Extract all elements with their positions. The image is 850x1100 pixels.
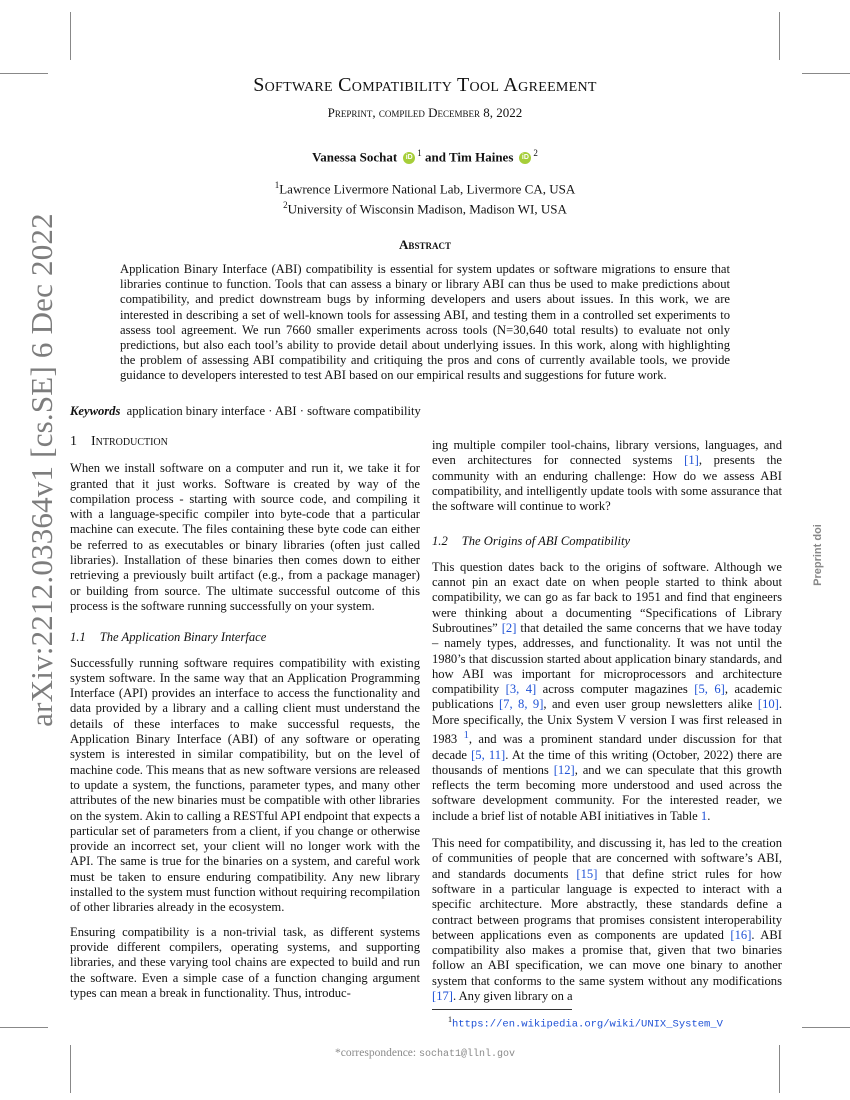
citation-link[interactable]: [2] <box>501 620 517 635</box>
keywords-text: application binary interface · ABI · software compatibility <box>126 404 421 418</box>
affiliation: $^2$University of Wisconsin Madison, Madison WI, USA <box>283 200 567 217</box>
left-column <box>70 434 420 1010</box>
citation-link[interactable]: [12] <box>553 762 575 777</box>
citation-link[interactable]: [10] <box>757 697 779 712</box>
crop-mark <box>802 73 850 74</box>
author-name: Vanessa Sochat <box>312 149 398 165</box>
orcid-icon[interactable]: iD <box>403 152 415 164</box>
affiliation-mark: 1 <box>417 148 422 158</box>
citation-link[interactable]: [7, 8, 9] <box>498 697 544 712</box>
citation-link[interactable]: [17] <box>432 988 453 1003</box>
footnote-rule <box>432 1009 572 1010</box>
arxiv-identifier[interactable] <box>18 213 66 727</box>
table-link[interactable]: 1 <box>700 808 708 823</box>
author-name: Tim Haines <box>448 149 514 165</box>
citation-link[interactable]: [5, 6] <box>694 682 725 697</box>
preprint-doi-label: Preprint doi <box>812 524 825 586</box>
abstract-heading: Abstract <box>399 237 451 252</box>
paper-title: Software Compatibility Tool Agreement <box>253 74 597 96</box>
abstract-text: Application Binary Interface (ABI) compatibility is essential for system updates or software migrations to ensure that libraries continue to function. Tools that can assess a binary or library ABI can thus be used to make predictions about compatibility, and predict downstream bugs by informing developers and users about issues. In this work, we are interested in describing a set of well-known tools for assessing ABI, and testing them in a controlled set experiments to assess tool agreement. We run 7660 smaller experiments across tools (N=30,640 total results) to evaluate not only predictions, but also each tool’s ability to provide detail about underlying issues. In this work, along with highlighting the problem of assessing ABI compatibility and critiquing the pros and cons of currently available tools, we provide guidance to developers interested to test ABI based on our empirical results and suggestions for future work. <box>120 262 730 383</box>
orcid-icon[interactable]: iD <box>519 152 531 164</box>
author-list <box>120 148 730 165</box>
correspondence <box>0 1047 850 1060</box>
correspondence-label: *correspondence: <box>335 1047 417 1059</box>
crop-mark <box>802 1027 850 1028</box>
footnote-url-link[interactable]: https://en.wikipedia.org/wiki/UNIX_System_V <box>452 1018 723 1031</box>
subsection-heading-abi: 1.1 The Application Binary Interface <box>70 630 267 645</box>
subsection-heading-origins: 1.2 The Origins of ABI Compatibility <box>432 534 631 549</box>
section-heading-introduction: 1 Introduction <box>70 434 168 449</box>
right-column <box>432 438 782 1013</box>
paragraph: ing multiple compiler tool-chains, library versions, languages, and even architectures for connected systems [1], presents the community with an enduring challenge: How do we assess ABI compatibility, and intelligently update tools with some assurance that the software will continue to work? <box>432 438 782 514</box>
affiliation-mark: 2 <box>533 148 538 158</box>
crop-mark <box>0 73 48 74</box>
footnote: $^1$https://en.wikipedia.org/wiki/UNIX_System_V <box>448 1015 723 1031</box>
citation-link[interactable]: [5, 11] <box>471 747 506 762</box>
citation-link[interactable]: [15] <box>576 866 598 881</box>
affiliations <box>120 177 730 218</box>
paper-subtitle: Preprint, compiled December 8, 2022 <box>327 105 523 120</box>
paragraph: When we install software on a computer and run it, we take it for granted that it just works. Software is created by way of the compilation process - starting with source code, and compiling it with a language-specific compiler into byte-code that a particular machine can execute. The files containing these byte code can either be referred to as executables or binary libraries (often just called libraries). Installation of these binaries then comes down to either retrieving a previously built artifact (e.g., from a package manager) or building from source. The ultimate successful outcome of this process is the software running successfully on your system. <box>70 461 420 613</box>
paragraph: Successfully running software requires compatibility with existing system software. In the same way that an Application Programming Interface (API) provides an interface to access the functionality and data provided by a library and a calling client must understand the details of these interfaces to make successful requests, the Application Binary Interface (ABI) of any software or operating system is interested in similar compatibility, but on the level of machine code. This means that as new software versions are released to update a system, the functions, parameter types, and many other attributes of the new binaries must be compatible with other libraries on the system. Akin to calling a RESTful API endpoint that expects a particular set of parameters from a client, if you change or otherwise provide an incorrect set, your client will no longer work with the API. The same is true for the binaries on a system, and careful work must be taken to ensure enduring compatibility. Any new library installed to the system must function without requiring recompilation of other libraries already in the ecosystem. <box>70 655 420 915</box>
paragraph: This question dates back to the origins of software. Although we cannot pin an exact date on when people started to think about compatibility, we can go as far back to 1951 and find that engineers were thinking about a documenting “Specifications of Library Subroutines” [2] that detailed the same concerns that we have today – namely types, addresses, and functionality. It was not until the 1980’s that discussion started about application binary standards, and how ABI was important for microprocessors and architecture compatibility [3, 4] across computer magazines [5, 6], academic publications [7, 8, 9], and even user group newsletters alike [10]. More specifically, the Unix System V version I was first released in 1983 $^1$, and was a prominent standard under discussion for that decade [5, 11]. At the time of this writing (October, 2022) there are thousands of mentions [12], and we can speculate that this growth reflects the term becoming more understood and used across the software development community. For the interested reader, we include a brief list of notable ABI initiatives in Table 1. <box>432 559 783 823</box>
citation-link[interactable]: [3, 4] <box>505 682 537 697</box>
paragraph: Ensuring compatibility is a non-trivial task, as different systems provide different compilers, operating systems, and supporting libraries, and these varying tool chains are expected to build and run the software. Even a simple case of a function changing argument types can mean a break in functionality. Thus, introduc- <box>70 924 420 1000</box>
keywords <box>70 404 780 419</box>
arxiv-identifier-text: arXiv:2212.03364v1 [cs.SE] 6 Dec 2022 <box>24 213 59 727</box>
citation-link[interactable]: [1] <box>684 453 699 468</box>
citation-link[interactable]: [16] <box>730 927 752 942</box>
crop-mark <box>70 12 71 60</box>
affiliation: $^1$Lawrence Livermore National Lab, Livermore CA, USA <box>274 180 576 197</box>
correspondence-email[interactable]: sochat1@llnl.gov <box>418 1049 515 1060</box>
paragraph: This need for compatibility, and discussing it, has led to the creation of communities of people that are concerned with software’s ABI, and standards documents [15] that define strict rules for how software in a particular language is expected to interact with a specific architecture. More abstractly, these standards define a contract between programs that promises consistent interoperability between applications even as components are updated [16]. ABI compatibility also makes a promise that, given that two binaries follow an ABI specification, we can move one binary to another system that conforms to the same system without any modifications [17]. Any given library on a <box>432 836 782 1003</box>
crop-mark <box>779 12 780 60</box>
author-join: and <box>424 149 446 165</box>
footnote-link[interactable]: 1 <box>463 730 469 742</box>
keywords-label: Keywords <box>70 404 121 418</box>
crop-mark <box>0 1027 48 1028</box>
